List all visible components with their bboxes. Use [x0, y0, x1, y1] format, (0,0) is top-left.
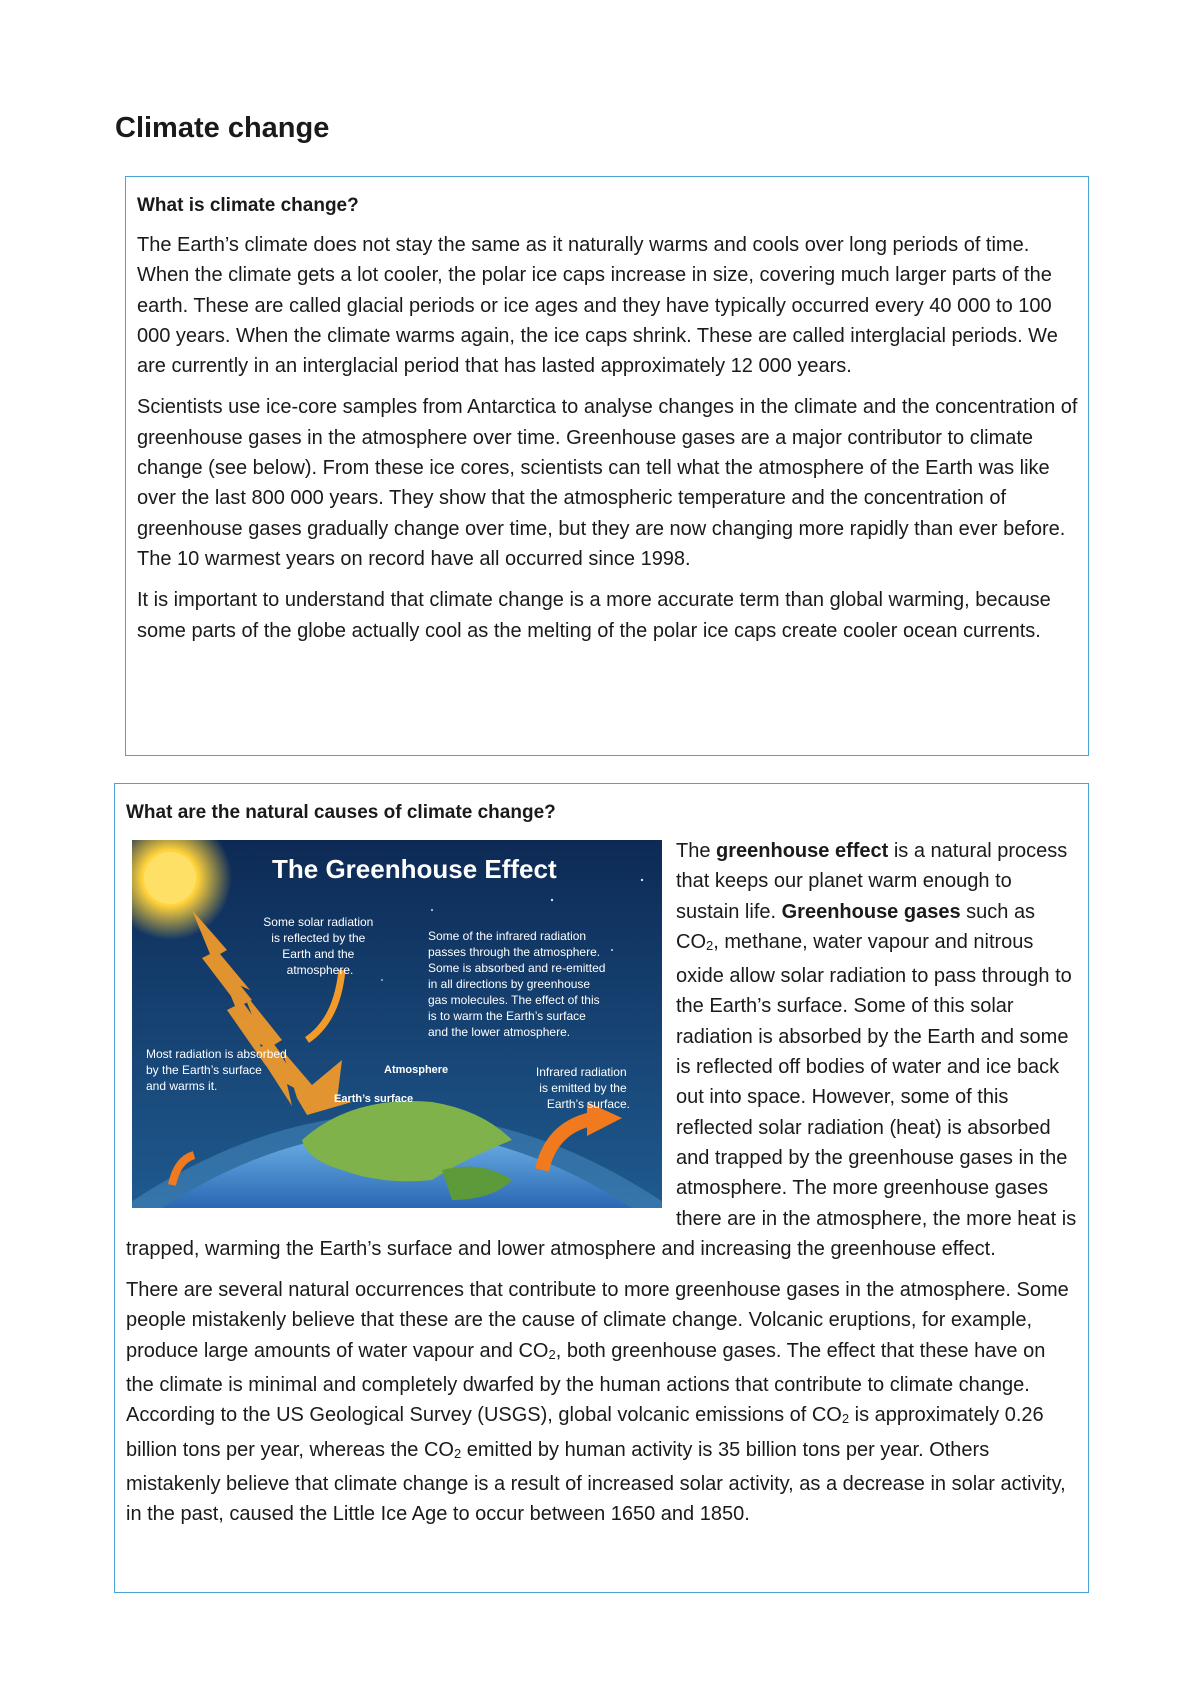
paragraph: Scientists use ice-core samples from Antarctica to analyse changes in the climate and the concentration of greenhouse gases in the atmosphere over time. Greenhouse gases are a major contributor to climate change (see below). From these ice cores, scientists can tell what the atmosphere of the Earth was like over the last 800 000 years. They show that the atmospheric temperature and the concentration of greenhouse gases gradually change over time, but they are now changing more rapidly than ever before. The 10 warmest years on record have all occurred since 1998.: [137, 396, 1078, 570]
label-infrared-emitted-line: Infrared radiation: [535, 1065, 627, 1079]
what-is-climate-change-box: [125, 176, 1089, 756]
label-reflected-line: Earth and the: [282, 947, 355, 961]
section-heading: What are the natural causes of climate change?: [126, 802, 556, 823]
diagram-title: The Greenhouse Effect: [272, 854, 557, 884]
label-infrared-pass-line: in all directions by greenhouse: [428, 977, 591, 991]
label-absorbed-line: Most radiation is absorbed: [146, 1047, 287, 1061]
natural-occurrences-paragraph: There are several natural occurrences that contribute to more greenhouse gases in the atmosphere. Some people mistakenly believe that these are the cause of climate change. Volcanic eruptions, for example, produce large amounts of water vapour and $CO_2$, both greenhouse gases. The effect that these have on the climate is minimal and completely dwarfed by the human actions that contribute to climate change. According to the US Geological Survey (USGS), global volcanic emissions of $CO_2$ is approximately 0.26 billion tons per year, whereas the $CO_2$ emitted by human activity is 35 billion tons per year. Others mistakenly believe that climate change is a result of increased solar activity, as a decrease in solar activity, in the past, caused the Little Ice Age to occur between 1650 and 1850.: [126, 1279, 1069, 1526]
paragraph: The Earth’s climate does not stay the same as it naturally warms and cools over long periods of time. When the climate gets a lot cooler, the polar ice caps increase in size, covering much larger parts of the earth. These are called glacial periods or ice ages and they have typically occurred every 40 000 to 100 000 years. When the climate warms again, the ice caps shrink. These are called interglacial periods. We are currently in an interglacial period that has lasted approximately 12 000 years.: [137, 234, 1058, 378]
natural-causes-box: [114, 783, 1089, 1593]
label-absorbed-line: and warms it.: [146, 1079, 218, 1093]
svg-text:Infrared radiation is: [536, 1065, 630, 1111]
svg-text:Some of the infrared radiation: [428, 929, 609, 1039]
label-atmosphere: Atmosphere: [384, 1064, 449, 1076]
label-absorbed-line: by the Earth’s surface: [146, 1063, 262, 1077]
greenhouse-effect-diagram: [132, 840, 662, 1208]
label-infrared-pass-line: and the lower atmosphere.: [428, 1025, 571, 1039]
label-reflected-line: Some solar radiation: [263, 915, 374, 929]
greenhouse-effect-paragraph: The greenhouse effect is a natural process that keeps our planet warm enough to sustain life. Greenhouse gases such as $CO_2$, methane, water vapour and nitrous oxide allow solar radiation to pass through to the Earth’s surface. Some of this solar radiation is absorbed by the Earth and some is reflected off bodies of water and ice back out into space. However, some of this reflected solar radiation (heat) is absorbed and trapped by the greenhouse gases in the atmosphere. The more greenhouse gases there are in the atmosphere, the more heat is trapped, warming the Earth’s surface and lower atmosphere and increasing the greenhouse effect.: [126, 840, 1077, 1260]
term-greenhouse-effect: greenhouse effect: [716, 840, 889, 862]
page-title: Climate change: [115, 112, 330, 144]
label-earth-surface: Earth’s surface: [334, 1093, 414, 1105]
label-infrared-emitted-line: is emitted by the: [539, 1081, 627, 1095]
label-infrared-pass-line: is to warm the Earth’s surface: [428, 1009, 586, 1023]
label-reflected-line: atmosphere.: [286, 963, 354, 977]
label-reflected-line: is reflected by the: [271, 931, 366, 945]
label-infrared-pass-line: passes through the atmosphere.: [428, 945, 601, 959]
paragraph: It is important to understand that climate change is a more accurate term than global warming, because some parts of the globe actually cool as the melting of the polar ice caps create cooler ocean currents.: [137, 589, 1051, 642]
label-infrared-pass-line: Some of the infrared radiation: [428, 929, 587, 943]
label-infrared-pass-line: gas molecules. The effect of this: [428, 993, 600, 1007]
sun-icon: [144, 852, 196, 904]
label-infrared-emitted-line: Earth’s surface.: [546, 1097, 630, 1111]
section-heading: What is climate change?: [137, 195, 359, 216]
label-infrared-pass-line: Some is absorbed and re-emitted: [428, 961, 606, 975]
term-greenhouse-gases: Greenhouse gases: [781, 900, 961, 923]
